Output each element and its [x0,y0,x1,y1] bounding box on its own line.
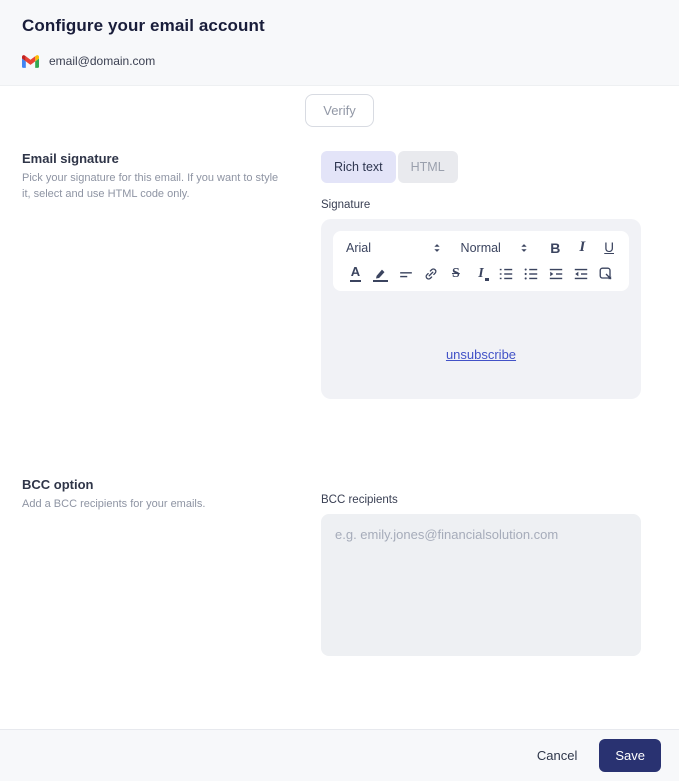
bcc-section-heading: BCC option [22,477,94,492]
bcc-section-description: Add a BCC recipients for your emails. [22,498,206,510]
font-family-select[interactable] [346,241,443,255]
page-title: Configure your email account [22,16,265,35]
email-signature-section [0,151,679,399]
verify-button[interactable]: Verify [305,94,374,127]
bullet-list-icon[interactable] [522,264,541,282]
font-family-value: Arial [346,240,372,255]
signature-section-heading: Email signature [22,151,119,166]
align-icon[interactable] [396,264,415,282]
strikethrough-icon[interactable]: S [451,266,460,281]
updown-arrows-icon [518,241,530,255]
ordered-list-icon[interactable] [497,264,516,282]
signature-mode-tabs [321,151,458,183]
email-account-row [22,54,657,68]
email-address: email@domain.com [49,54,156,68]
signature-editor-body[interactable] [333,291,629,401]
link-icon[interactable] [421,264,440,282]
tab-html[interactable]: HTML [398,151,458,183]
clear-formatting-icon[interactable]: I [478,266,484,281]
updown-arrows-icon [431,241,443,255]
verify-row [0,86,679,127]
signature-field-label: Signature [321,199,371,211]
unsubscribe-link[interactable]: unsubscribe [445,347,517,362]
paragraph-style-value: Normal [460,240,501,255]
signature-section-description: Pick your signature for this email. If you want to style it, select and use HTML code only. [22,172,279,200]
bcc-field-label: BCC recipients [321,494,398,506]
save-button[interactable]: Save [599,739,661,772]
underline-icon[interactable]: U [604,240,614,255]
signature-editor[interactable] [321,219,641,399]
bcc-recipients-input[interactable] [321,514,641,656]
dialog-header [0,0,679,86]
dialog-footer [0,729,679,781]
indent-icon[interactable] [547,264,566,282]
bold-icon[interactable]: B [550,239,561,256]
cancel-button[interactable]: Cancel [536,748,578,763]
text-color-icon[interactable]: A [346,264,365,282]
gmail-icon [22,55,39,68]
insert-variable-icon[interactable] [597,264,616,282]
highlight-color-icon[interactable] [371,264,390,282]
editor-toolbar [333,231,629,291]
outdent-icon[interactable] [572,264,591,282]
bcc-option-section [0,477,679,661]
italic-icon[interactable]: I [579,239,586,255]
paragraph-style-select[interactable] [461,241,531,255]
tab-rich-text[interactable]: Rich text [321,151,396,183]
